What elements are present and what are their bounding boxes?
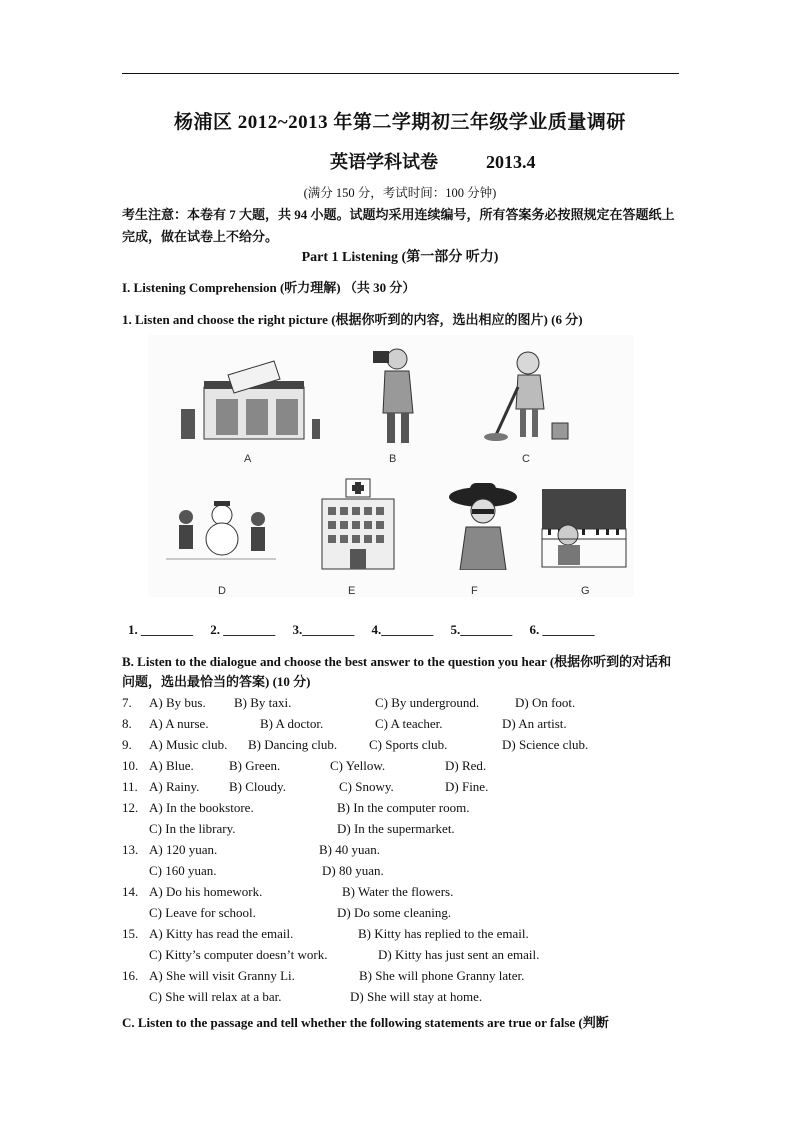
option-c: C) Kitty’s computer doesn’t work. <box>149 947 328 962</box>
answer-blanks <box>128 622 609 638</box>
picture-letter-a: A <box>244 453 252 465</box>
post-office-icon <box>176 357 326 447</box>
option-b: B) Water the flowers. <box>342 884 454 899</box>
option-a: A) Blue. <box>149 758 194 773</box>
option-c: C) Sports club. <box>369 737 448 752</box>
option-a: A) Do his homework. <box>149 884 263 899</box>
boy-piano-icon <box>538 485 630 570</box>
option-b: B) In the computer room. <box>337 800 470 815</box>
option-c: C) Yellow. <box>330 758 386 773</box>
picture-letter-b: B <box>389 453 397 465</box>
option-d: D) Do some cleaning. <box>337 905 452 920</box>
section-1-heading: 1. Listen and choose the right picture (根据你听到的内容，选出相应的图片) (6 分) <box>122 312 583 327</box>
girl-mopping-icon <box>478 347 578 447</box>
option-a: A) In the bookstore. <box>149 800 254 815</box>
option-c: C) A teacher. <box>375 716 443 731</box>
option-d: D) She will stay at home. <box>350 989 483 1004</box>
option-d: D) Science club. <box>502 737 589 752</box>
answer-blank[interactable]: 1. ________ <box>128 622 193 637</box>
option-b: B) She will phone Granny later. <box>359 968 525 983</box>
section-c-heading: C. Listen to the passage and tell whether the following statements are true or false (判断 <box>122 1015 609 1030</box>
picture-letter-d: D <box>218 585 226 597</box>
option-d: D) An artist. <box>502 716 567 731</box>
option-b: B) Kitty has replied to the email. <box>358 926 529 941</box>
option-a: A) A nurse. <box>149 716 209 731</box>
option-a: A) Music club. <box>149 737 228 752</box>
section-i-heading: I. Listening Comprehension (听力理解) （共 30 分） <box>122 280 416 295</box>
exam-meta: (满分 150 分，考试时间：100 分钟) <box>303 186 497 200</box>
option-c: C) 160 yuan. <box>149 863 217 878</box>
option-d: D) In the supermarket. <box>337 821 455 836</box>
picture-letter-f: F <box>471 585 478 597</box>
option-c: C) Snowy. <box>339 779 394 794</box>
photographer-icon <box>363 343 423 448</box>
answer-blank[interactable]: 4.________ <box>371 622 434 637</box>
page-title: 杨浦区 2012~2013 年第二学期初三年级学业质量调研 <box>174 112 626 133</box>
option-a: A) She will visit Granny Li. <box>149 968 295 983</box>
option-c: C) By underground. <box>375 695 480 710</box>
hospital-icon <box>308 475 408 575</box>
exam-notice: 考生注意：本卷有 7 大题，共 94 小题。试题均采用连续编号，所有答案务必按照规定在答题纸上完成，做在试卷上不给分。 <box>122 207 675 244</box>
picture-panel <box>148 335 634 597</box>
picture-letter-e: E <box>348 585 356 597</box>
option-c: C) She will relax at a bar. <box>149 989 282 1004</box>
option-d: D) Fine. <box>445 779 489 794</box>
answer-blank[interactable]: 5.________ <box>450 622 513 637</box>
option-d: D) Red. <box>445 758 487 773</box>
option-b: B) 40 yuan. <box>319 842 381 857</box>
picture-letter-g: G <box>581 585 590 597</box>
answer-blank[interactable]: 6. ________ <box>529 622 595 637</box>
page-subtitle <box>330 148 536 174</box>
answer-blank[interactable]: 3.________ <box>292 622 355 637</box>
option-c: C) Leave for school. <box>149 905 256 920</box>
option-a: A) By bus. <box>149 695 206 710</box>
option-b: B) By taxi. <box>234 695 292 710</box>
option-b: B) Dancing club. <box>248 737 338 752</box>
option-d: D) Kitty has just sent an email. <box>378 947 540 962</box>
woman-sunhat-icon <box>438 475 528 570</box>
snowman-icon <box>166 495 276 565</box>
option-c: C) In the library. <box>149 821 236 836</box>
part-title: Part 1 Listening (第一部分 听力) <box>301 250 499 265</box>
option-b: B) Green. <box>229 758 281 773</box>
section-b-heading: B. Listen to the dialogue and choose the best answer to the question you hear (根据你听到的对话和问题，选出最恰当的答案) (10 分) <box>122 654 672 689</box>
exam-date: 2013.4 <box>486 152 536 172</box>
option-d: D) 80 yuan. <box>322 863 384 878</box>
answer-blank[interactable]: 2. ________ <box>210 622 276 637</box>
option-d: D) On foot. <box>515 695 576 710</box>
option-b: B) Cloudy. <box>229 779 286 794</box>
option-a: A) Kitty has read the email. <box>149 926 294 941</box>
picture-letter-c: C <box>522 453 530 465</box>
option-a: A) 120 yuan. <box>149 842 218 857</box>
option-a: A) Rainy. <box>149 779 200 794</box>
option-b: B) A doctor. <box>260 716 324 731</box>
subject-label: 英语学科试卷 <box>330 152 438 172</box>
top-rule <box>122 73 679 74</box>
